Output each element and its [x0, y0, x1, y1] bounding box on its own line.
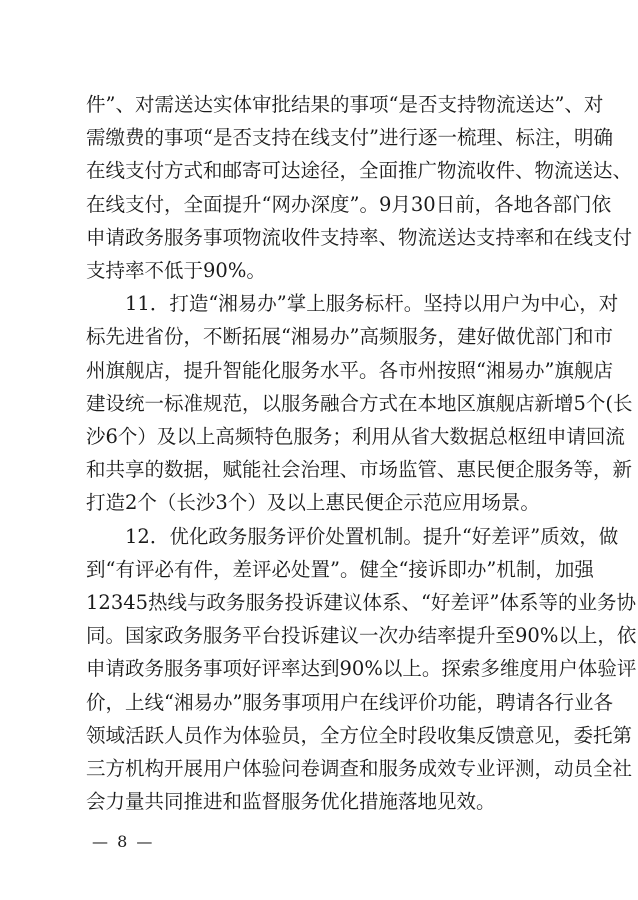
paragraph-12-heading-line: 12．优化政务服务评价处置机制。提升“好差评”质效，做 — [125, 524, 619, 548]
text-line: 建设统一标准规范，以服务融合方式在本地区旗舰店新增5个(长 — [86, 391, 633, 415]
text-line: 申请政务服务事项好评率达到90%以上。探索多维度用户体验评 — [86, 657, 637, 681]
text-line: 需缴费的事项“是否支持在线支付”进行逐一梳理、标注，明确 — [86, 126, 613, 150]
text-line: 会力量共同推进和监督服务优化措施落地见效。 — [86, 790, 496, 814]
document-body — [86, 88, 637, 818]
text-line: 三方机构开展用户体验问卷调查和服务成效专业评测，动员全社 — [86, 757, 633, 781]
text-line: 在线支付，全面提升“网办深度”。9月30日前，各地各部门依 — [86, 192, 612, 216]
text-line: 和共享的数据，赋能社会治理、市场监管、惠民便企服务等，新 — [86, 458, 633, 482]
text-line: 领域活跃人员作为体验员，全方位全时段收集反馈意见，委托第 — [86, 723, 633, 747]
text-line: 州旗舰店，提升智能化服务水平。各市州按照“湘易办”旗舰店 — [86, 358, 613, 382]
text-line: 同。国家政务服务平台投诉建议一次办结率提升至90%以上，依 — [86, 624, 637, 648]
text-line: 价，上线“湘易办”服务事项用户在线评价功能，聘请各行业各 — [86, 690, 613, 714]
text-line: 到“有评必有件，差评必处置”。健全“接诉即办”机制，加强 — [86, 557, 594, 581]
page-number: — 8 — — [92, 832, 155, 851]
text-line: 件”、对需送达实体审批结果的事项“是否支持物流送达”、对 — [86, 93, 604, 116]
text-line: 申请政务服务事项物流收件支持率、物流送达支持率和在线支付 — [86, 225, 633, 249]
text-line: 标先进省份，不断拓展“湘易办”高频服务，建好做优部门和市 — [86, 325, 613, 349]
text-line: 12345热线与政务服务投诉建议体系、“好差评”体系等的业务协 — [86, 591, 636, 615]
text-line: 打造2个（长沙3个）及以上惠民便企示范应用场景。 — [86, 491, 540, 515]
text-line: 在线支付方式和邮寄可达途径，全面推广物流收件、物流送达、 — [86, 159, 633, 183]
text-line: 支持率不低于90%。 — [86, 259, 266, 283]
paragraph-11-heading-line: 11．打造“湘易办”掌上服务标杆。坚持以用户为中心，对 — [125, 292, 619, 316]
text-line: 沙6个）及以上高频特色服务；利用从省大数据总枢纽申请回流 — [86, 425, 625, 449]
